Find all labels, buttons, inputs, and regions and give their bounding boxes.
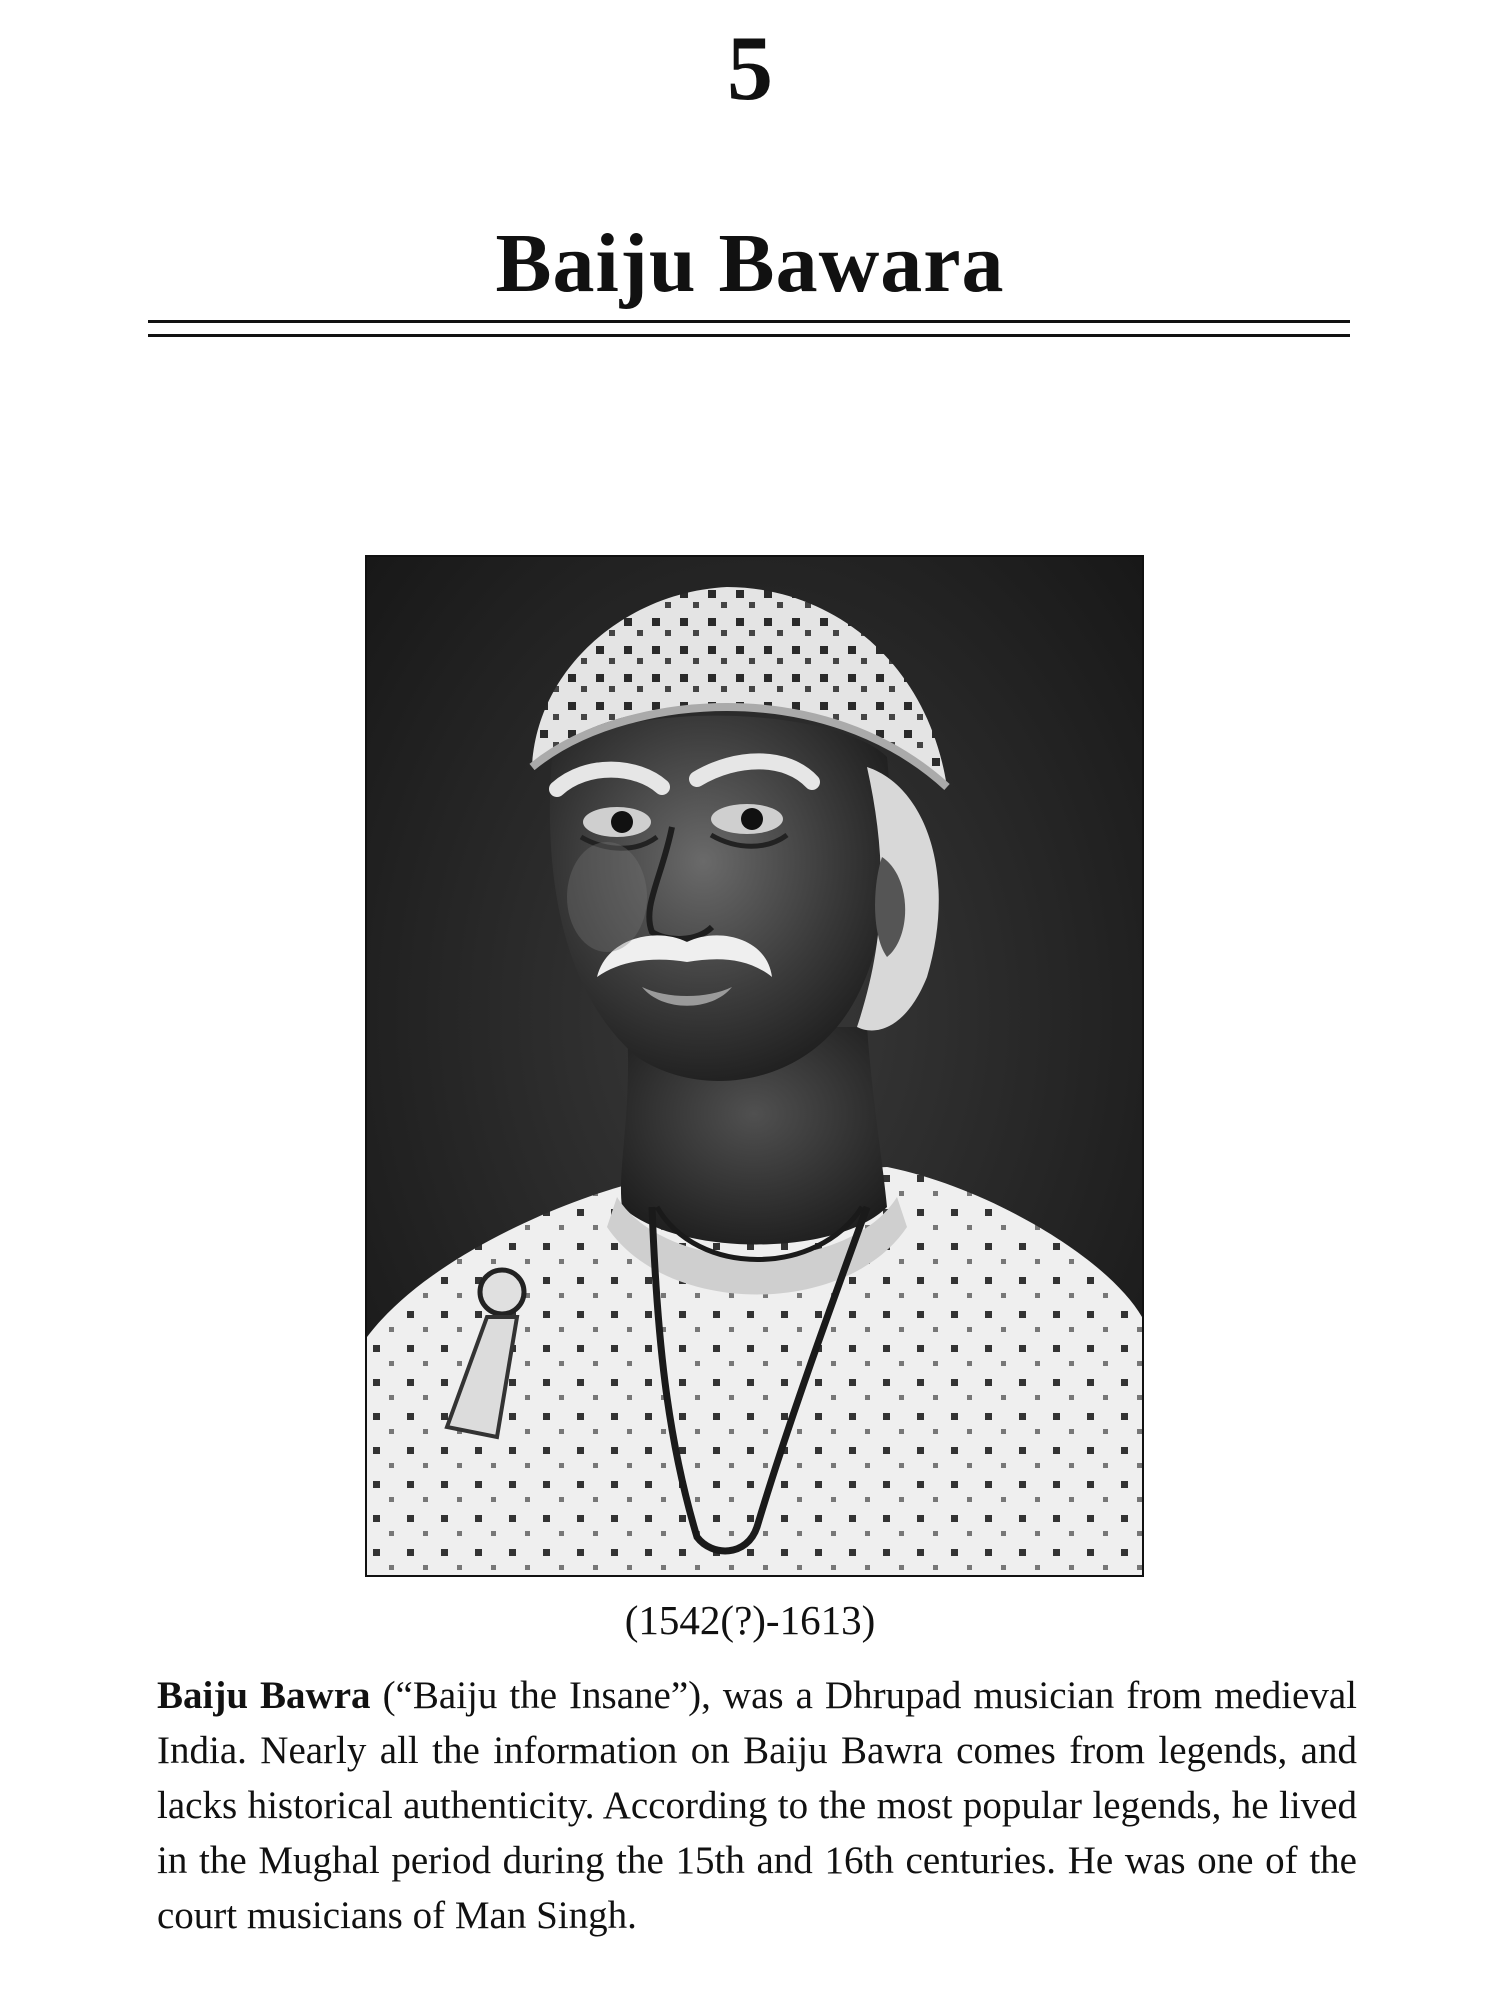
- title-divider-bottom: [148, 334, 1350, 337]
- paragraph-lead: Baiju Bawra: [157, 1674, 371, 1717]
- portrait-illustration: [367, 557, 1142, 1575]
- portrait-image: [365, 555, 1144, 1577]
- title-divider-top: [148, 320, 1350, 323]
- chapter-title: Baiju Bawara: [495, 217, 1005, 310]
- chapter-number: 5: [727, 17, 773, 119]
- biography-paragraph: [157, 1668, 1357, 1943]
- portrait-caption: (1542(?)-1613): [624, 1597, 876, 1643]
- paragraph-text: (“Baiju the Insane”), was a Dhrupad musician from medieval India. Nearly all the information on Baiju Bawra comes from legends, and lacks historical authenticity. According to the most popular legends, he lived in the Mughal period during the 15th and 16th centuries. He was one of the court musicians of Man Singh.: [157, 1674, 1358, 1937]
